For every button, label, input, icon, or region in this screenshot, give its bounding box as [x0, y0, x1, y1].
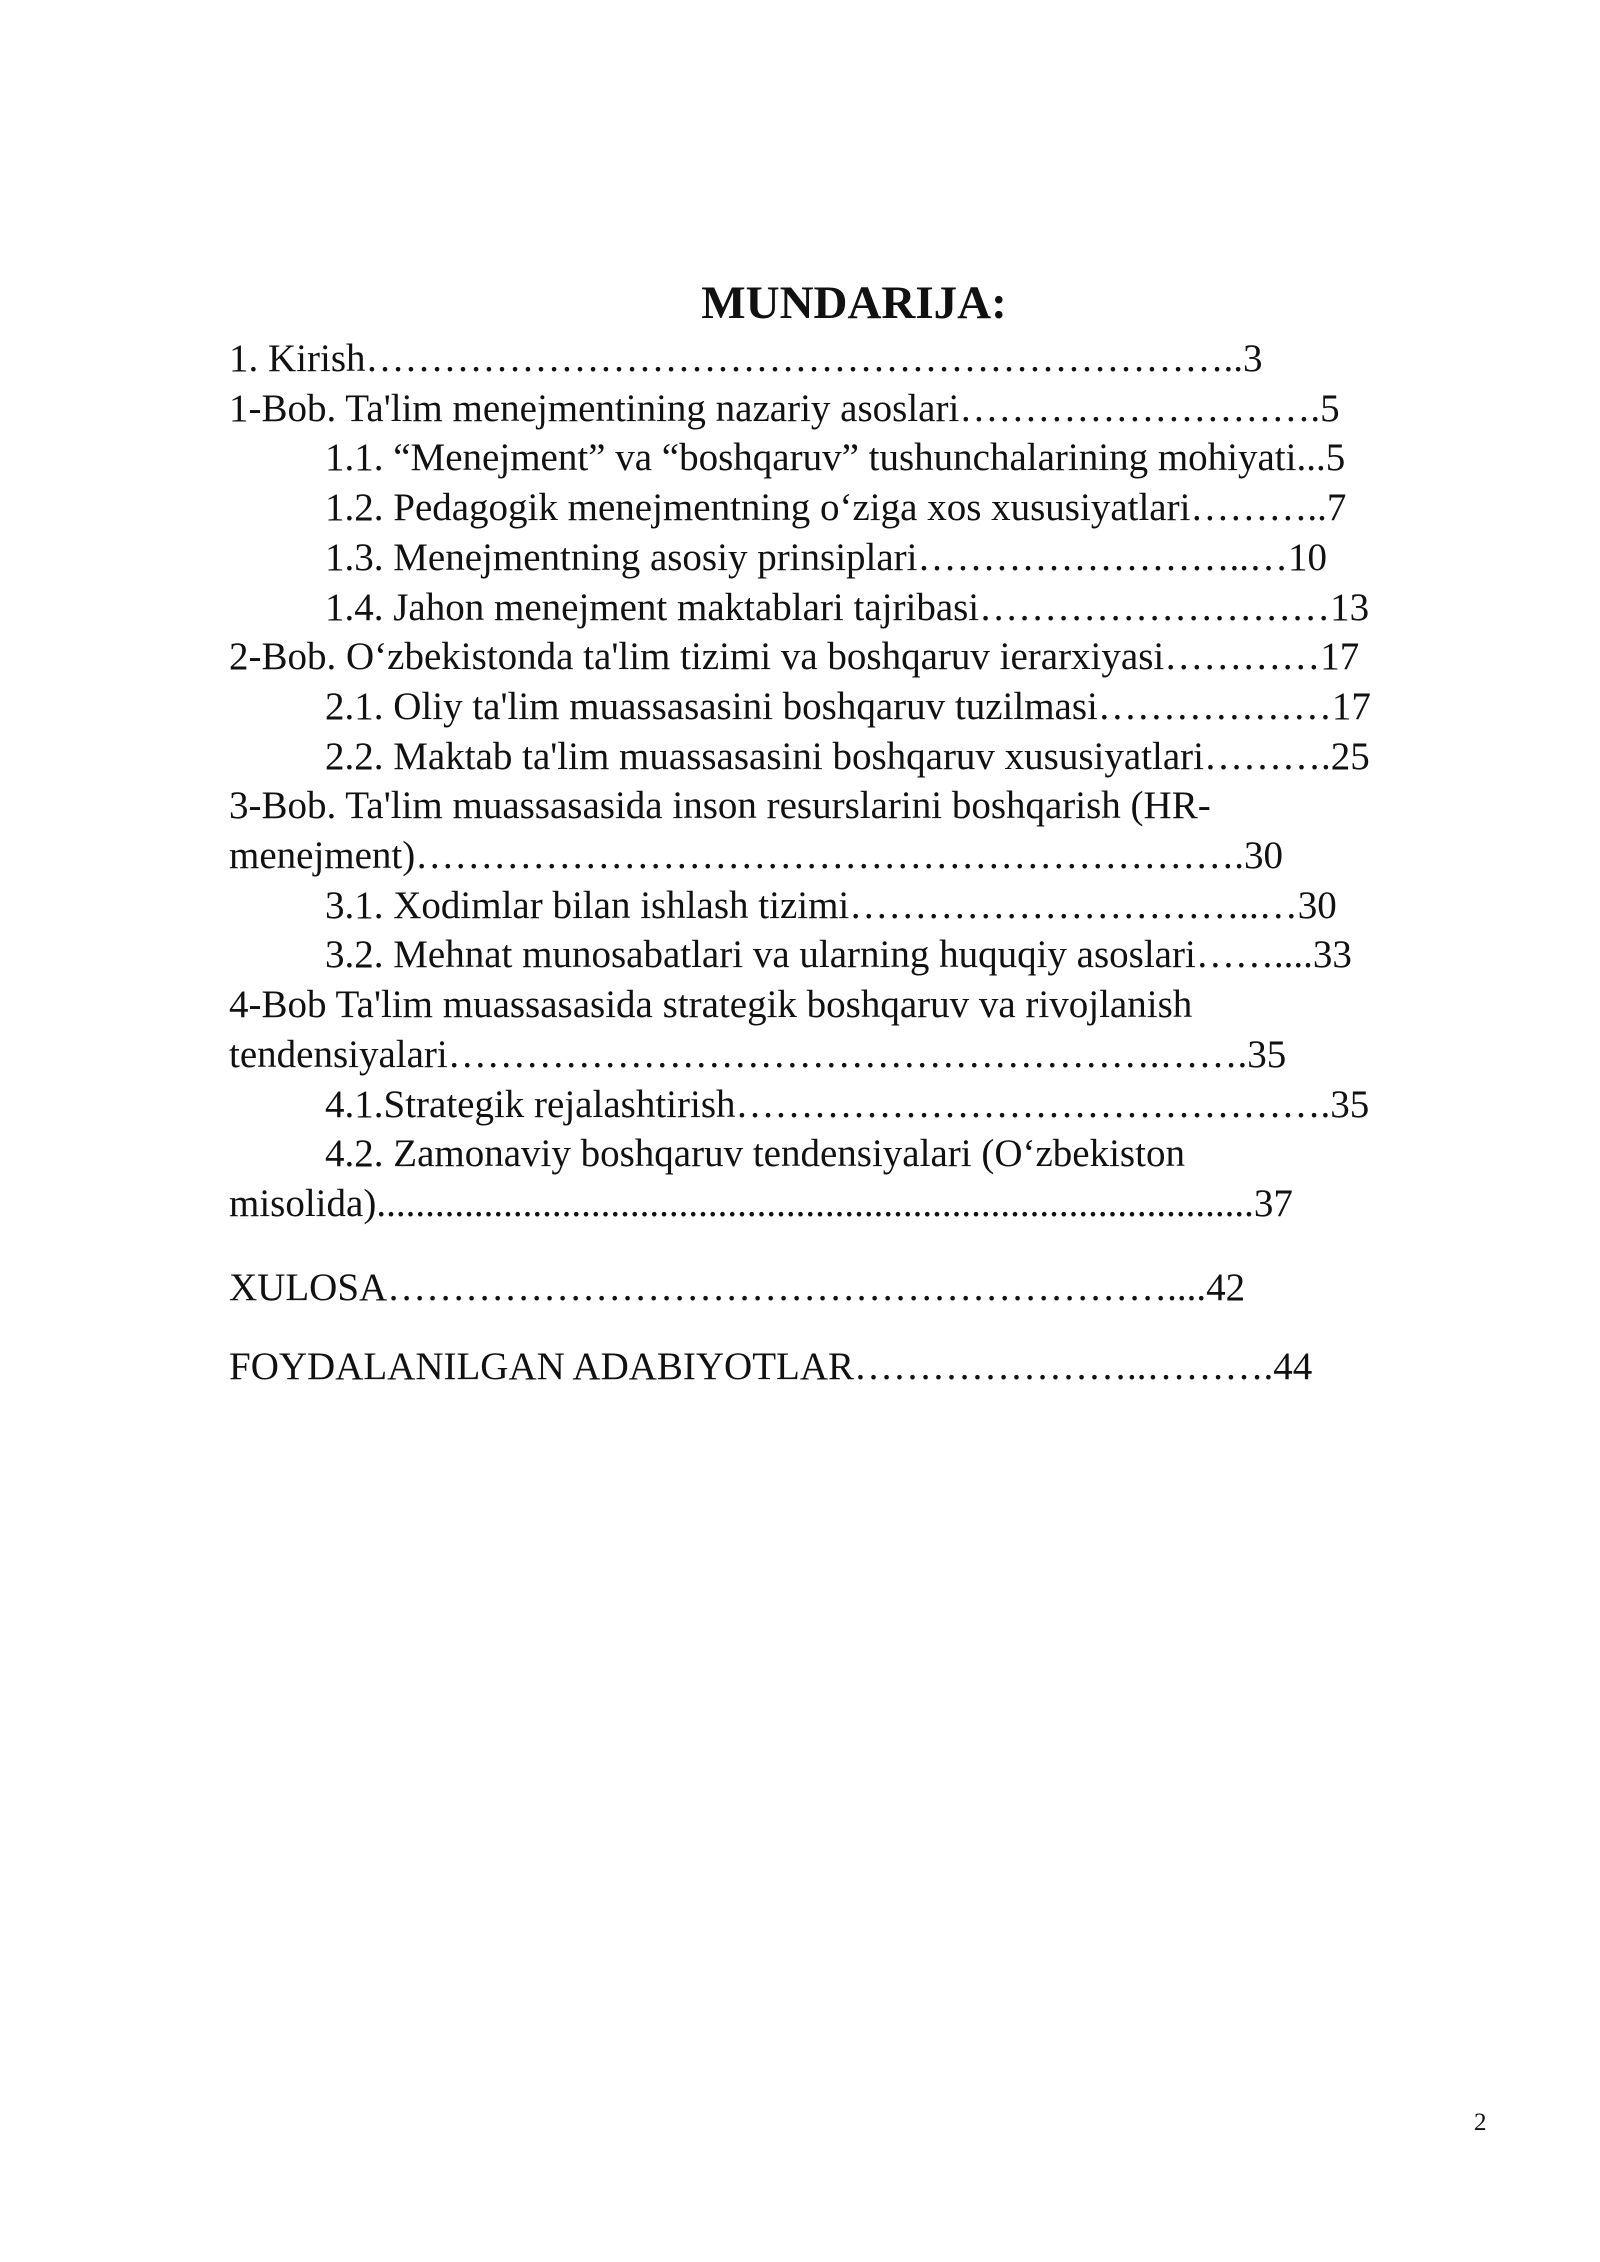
toc-entry-references: FOYDALANILGAN ADABIYOTLAR…………………..……….44	[229, 1345, 1313, 1389]
toc-entry-section-4-2-line-1: 4.2. Zamonaviy boshqaruv tendensiyalari (O‘zbekiston	[325, 1132, 1185, 1176]
toc-entry-section-3-1: 3.1. Xodimlar bilan ishlash tizimi…………………………..…30	[325, 883, 1337, 927]
toc-entry-chapter-4-line-2: tendensiyalari……………………………………………….…….35	[229, 1032, 1287, 1076]
toc-entry-section-1-3: 1.3. Menejmentning asosiy prinsiplari……………………..…10	[325, 535, 1328, 579]
toc-title: MUNDARIJA:	[701, 277, 1007, 329]
toc-entry-chapter-2: 2-Bob. O‘zbekistonda ta'lim tizimi va boshqaruv ierarxiyasi…………17	[229, 635, 1360, 679]
toc-entry-introduction: 1. Kirish…………………………………………………………..3	[229, 337, 1263, 380]
toc-entry-section-2-2: 2.2. Maktab ta'lim muassasasini boshqaruv xususiyatlari……….25	[325, 734, 1370, 778]
toc-entry-section-1-1: 1.1. “Menejment” va “boshqaruv” tushunchalarining mohiyati...5	[325, 436, 1346, 480]
page-number: 2	[1474, 2109, 1487, 2136]
toc-entry-chapter-1: 1-Bob. Ta'lim menejmentining nazariy asoslari……………………….5	[229, 386, 1340, 430]
table-of-contents	[229, 272, 1509, 1392]
toc-entry-chapter-3-line-1: 3-Bob. Ta'lim muassasasida inson resurslarini boshqarish (HR-	[229, 784, 1211, 828]
toc-entry-chapter-4-line-1: 4-Bob Ta'lim muassasasida strategik boshqaruv va rivojlanish	[229, 983, 1193, 1027]
toc-entry-chapter-3-line-2: menejment)……………………………………………………….30	[229, 834, 1284, 878]
toc-entry-conclusion: XULOSA……………………………………………………....42	[229, 1265, 1246, 1309]
toc-entry-section-1-2: 1.2. Pedagogik menejmentning o‘ziga xos xususiyatlari………..7	[325, 486, 1347, 530]
toc-entry-section-4-1: 4.1.Strategik rejalashtirish……………………………………….35	[325, 1082, 1370, 1126]
toc-entry-section-2-1: 2.1. Oliy ta'lim muassasasini boshqaruv tuzilmasi………………17	[325, 684, 1371, 728]
toc-entry-section-3-2: 3.2. Mehnat munosabatlari va ularning huquqiy asoslari……....33	[325, 933, 1352, 977]
toc-entry-section-1-4: 1.4. Jahon menejment maktablari tajribasi………………………13	[325, 585, 1370, 629]
toc-entry-section-4-2-line-2: misolida)..........................................................................................37	[229, 1181, 1293, 1225]
